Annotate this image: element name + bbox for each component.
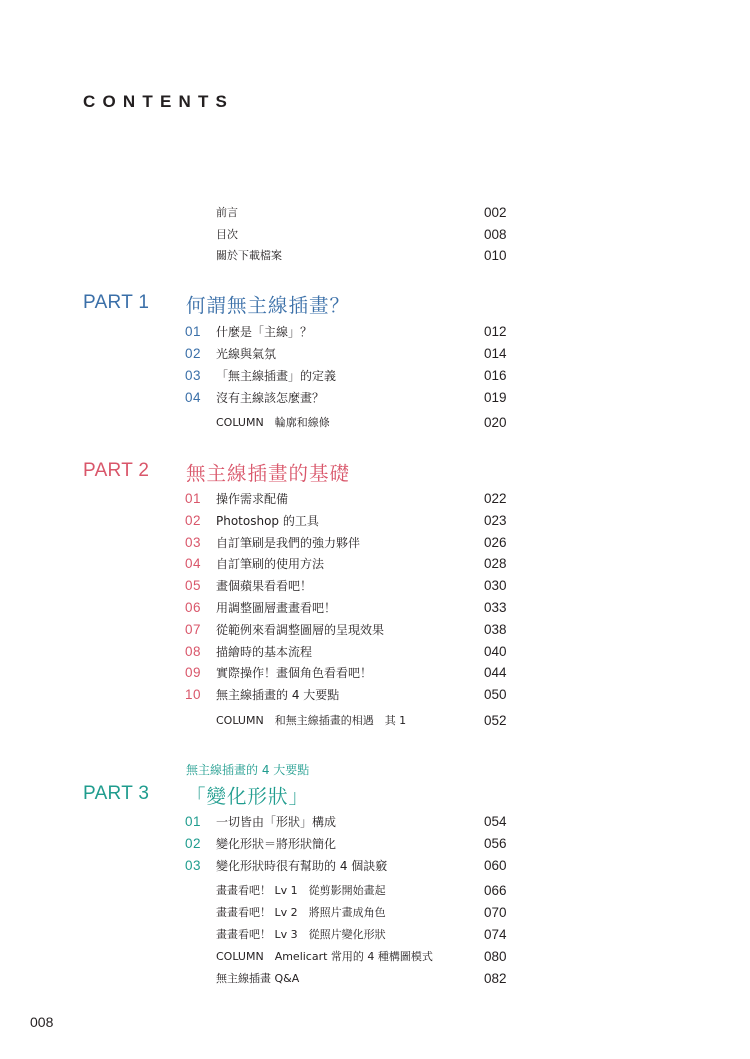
- chapter-entry: [185, 833, 515, 853]
- toc-entry-page: 019: [484, 389, 507, 405]
- toc-entry-number: 08: [185, 643, 202, 659]
- toc-entry-number: 02: [185, 345, 202, 361]
- toc-entry-title: 操作需求配備: [216, 491, 289, 506]
- toc-entry-page: 070: [484, 904, 507, 920]
- part2-title: 無主線插畫的基礎: [186, 462, 351, 485]
- chapter-entry: [185, 684, 515, 704]
- toc-entry-title: 畫畫看吧！ Lv 2 將照片畫成角色: [216, 906, 386, 919]
- toc-entry-title: COLUMN 輪廓和線條: [216, 416, 330, 429]
- toc-entry-title: 什麼是「主線」？: [216, 324, 313, 339]
- toc-entry-number: 10: [185, 686, 202, 702]
- toc-entry-title: 畫個蘋果看看吧！: [216, 578, 313, 593]
- toc-entry-number: 03: [185, 534, 202, 550]
- chapter-entry: [185, 619, 515, 639]
- chapter-entry: [185, 855, 515, 875]
- toc-entry-page: 030: [484, 577, 507, 593]
- part3-title: 「變化形狀」: [186, 785, 310, 808]
- chapter-entry: [185, 575, 515, 595]
- front-entry: [185, 202, 515, 222]
- toc-entry-page: 050: [484, 686, 507, 702]
- toc-entry-title: 前言: [216, 206, 238, 219]
- toc-entry-number: 07: [185, 621, 202, 637]
- toc-entry-page: 082: [484, 970, 507, 986]
- toc-entry-page: 038: [484, 621, 507, 637]
- toc-entry-number: 02: [185, 512, 202, 528]
- chapter-entry: [185, 387, 515, 407]
- toc-entry-title: 從範例來看調整圖層的呈現效果: [216, 622, 385, 637]
- toc-entry-number: 02: [185, 835, 202, 851]
- toc-entry-title: 沒有主線該怎麼畫？: [216, 390, 325, 405]
- extra-entry: [185, 924, 515, 944]
- toc-entry-page: 008: [484, 226, 507, 242]
- toc-entry-title: 關於下載檔案: [216, 249, 282, 262]
- toc-entry-number: 01: [185, 323, 202, 339]
- toc-entry-page: 026: [484, 534, 507, 550]
- toc-entry-page: 028: [484, 555, 507, 571]
- part3-kicker: 無主線插畫的 4 大要點: [186, 763, 310, 777]
- part1-label: PART 1: [83, 292, 150, 313]
- part2-label: PART 2: [83, 460, 150, 481]
- toc-entry-title: Photoshop 的工具: [216, 513, 319, 528]
- toc-entry-title: COLUMN Amelicart 常用的 4 種構圖模式: [216, 950, 433, 963]
- toc-entry-page: 012: [484, 323, 507, 339]
- toc-entry-page: 022: [484, 490, 507, 506]
- toc-entry-title: 變化形狀＝將形狀簡化: [216, 836, 337, 851]
- toc-entry-number: 03: [185, 857, 202, 873]
- toc-entry-page: 040: [484, 643, 507, 659]
- toc-entry-title: 一切皆由「形狀」構成: [216, 814, 337, 829]
- toc-entry-page: 056: [484, 835, 507, 851]
- toc-entry-title: 描繪時的基本流程: [216, 644, 313, 659]
- chapter-entry: [185, 488, 515, 508]
- toc-entry-title: 無主線插畫 Q&A: [216, 972, 300, 985]
- toc-entry-page: 066: [484, 882, 507, 898]
- toc-entry-title: COLUMN 和無主線插畫的相遇 其 1: [216, 714, 407, 727]
- toc-entry-page: 080: [484, 948, 507, 964]
- toc-entry-number: 05: [185, 577, 202, 593]
- toc-entry-number: 01: [185, 813, 202, 829]
- toc-entry-number: 09: [185, 664, 202, 680]
- part3-label: PART 3: [83, 783, 150, 804]
- toc-entry-number: 06: [185, 599, 202, 615]
- part1-title: 何謂無主線插畫？: [186, 294, 351, 317]
- chapter-entry: [185, 532, 515, 552]
- chapter-entry: [185, 641, 515, 661]
- toc-entry-number: 04: [185, 389, 202, 405]
- toc-entry-title: 變化形狀時很有幫助的 4 個訣竅: [216, 858, 388, 873]
- column-entry: [185, 710, 515, 730]
- column-entry: [185, 412, 515, 432]
- toc-entry-number: 01: [185, 490, 202, 506]
- chapter-entry: [185, 597, 515, 617]
- chapter-entry: [185, 343, 515, 363]
- toc-entry-page: 044: [484, 664, 507, 680]
- toc-entry-title: 無主線插畫的 4 大要點: [216, 687, 340, 702]
- chapter-entry: [185, 811, 515, 831]
- page-number: 008: [30, 1014, 54, 1030]
- toc-entry-page: 060: [484, 857, 507, 873]
- chapter-entry: [185, 553, 515, 573]
- toc-entry-page: 052: [484, 712, 507, 728]
- toc-entry-title: 光線與氣氛: [216, 346, 277, 361]
- toc-entry-title: 自訂筆刷的使用方法: [216, 556, 325, 571]
- toc-entry-page: 014: [484, 345, 507, 361]
- chapter-entry: [185, 510, 515, 530]
- toc-entry-page: 016: [484, 367, 507, 383]
- toc-entry-page: 074: [484, 926, 507, 942]
- toc-entry-title: 自訂筆刷是我們的強力夥伴: [216, 535, 361, 550]
- extra-entry: [185, 880, 515, 900]
- contents-heading: CONTENTS: [83, 92, 235, 111]
- toc-entry-page: 033: [484, 599, 507, 615]
- extra-entry: [185, 968, 515, 988]
- toc-entry-number: 03: [185, 367, 202, 383]
- front-entry: [185, 224, 515, 244]
- toc-entry-page: 023: [484, 512, 507, 528]
- extra-entry: [185, 902, 515, 922]
- toc-entry-title: 畫畫看吧！ Lv 3 從照片變化形狀: [216, 928, 386, 941]
- chapter-entry: [185, 321, 515, 341]
- toc-entry-title: 實際操作！畫個角色看看吧！: [216, 665, 373, 680]
- toc-entry-page: 010: [484, 247, 507, 263]
- toc-entry-page: 054: [484, 813, 507, 829]
- toc-entry-title: 畫畫看吧！ Lv 1 從剪影開始畫起: [216, 884, 386, 897]
- toc-entry-number: 04: [185, 555, 202, 571]
- front-entry: [185, 245, 515, 265]
- toc-entry-title: 「無主線插畫」的定義: [216, 368, 337, 383]
- toc-entry-title: 目次: [216, 228, 238, 241]
- chapter-entry: [185, 662, 515, 682]
- extra-entry: [185, 946, 515, 966]
- toc-entry-page: 002: [484, 204, 507, 220]
- toc-entry-page: 020: [484, 414, 507, 430]
- toc-entry-title: 用調整圖層畫畫看吧！: [216, 600, 337, 615]
- chapter-entry: [185, 365, 515, 385]
